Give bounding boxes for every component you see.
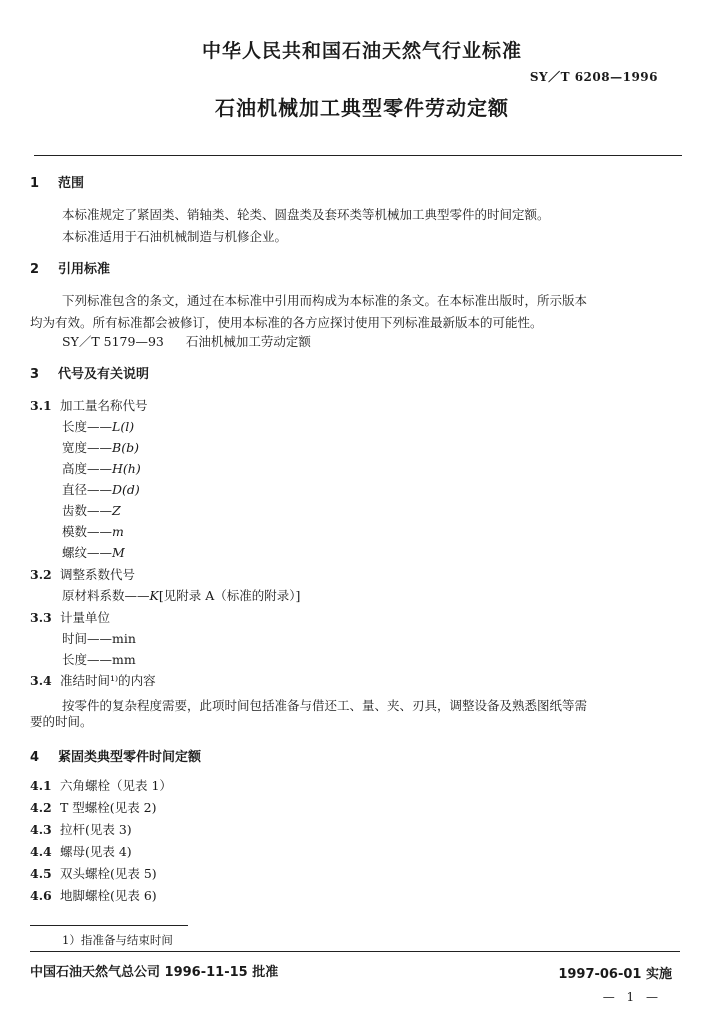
code-symbol: D(d) <box>112 482 140 497</box>
code-label: 模数—— <box>62 524 113 539</box>
code-symbol: H(h) <box>112 461 141 476</box>
subsection-3-2-title: 调整系数代号 <box>60 567 136 582</box>
standard-org-heading: 中华人民共和国石油天然气行业标准 <box>201 40 522 62</box>
code-label: 直径—— <box>62 482 113 497</box>
subsection-3-4-heading <box>30 671 156 689</box>
item-number: 4.2 <box>30 800 52 815</box>
code-item <box>62 417 134 435</box>
standard-number: SY／T 6208—1996 <box>529 70 658 84</box>
referenced-standard <box>62 332 311 350</box>
section-1-heading <box>30 172 84 191</box>
subsection-3-1-heading <box>30 396 148 414</box>
subsection-3-4-para-line-1: 按零件的复杂程度需要，此项时间包括准备与借还工、量、夹、刃具，调整设备及熟悉图纸等需 <box>62 698 588 713</box>
list-item <box>30 776 172 794</box>
ref-standard-title: 石油机械加工劳动定额 <box>185 334 311 349</box>
section-2-heading <box>30 258 110 277</box>
coefficient-note: [见附录 A（标准的附录）] <box>158 588 301 603</box>
subsection-3-3-number: 3.3 <box>30 610 52 625</box>
item-text: 拉杆(见表 3) <box>60 822 132 837</box>
code-symbol: B(b) <box>112 440 139 455</box>
code-symbol: Z <box>112 503 121 518</box>
section-4-title: 紧固类典型零件时间定额 <box>58 750 202 765</box>
unit-time: 时间——min <box>62 631 136 646</box>
item-number: 4.6 <box>30 888 52 903</box>
subsection-3-4-number: 3.4 <box>30 673 52 688</box>
item-text: 螺母(见表 4) <box>60 844 132 859</box>
list-item <box>30 820 132 838</box>
section-2-para-line-1: 下列标准包含的条文，通过在本标准中引用而构成为本标准的条文。在本标准出版时，所示版本 <box>62 293 588 308</box>
section-4-heading <box>30 746 201 765</box>
code-item <box>62 438 139 456</box>
subsection-3-4-para-line-2: 要的时间。 <box>30 714 93 729</box>
subsection-3-2-number: 3.2 <box>30 567 52 582</box>
list-item <box>30 886 157 904</box>
code-label: 宽度—— <box>62 440 113 455</box>
item-text: 地脚螺栓(见表 6) <box>60 888 157 903</box>
item-number: 4.5 <box>30 866 52 881</box>
code-item <box>62 501 121 519</box>
code-label: 高度—— <box>62 461 113 476</box>
section-3-heading <box>30 363 149 382</box>
code-symbol: M <box>112 545 125 560</box>
code-label: 长度—— <box>62 419 113 434</box>
ref-standard-number: SY／T 5179—93 <box>62 334 164 349</box>
subsection-3-1-title: 加工量名称代号 <box>60 398 148 413</box>
subsection-3-3-heading <box>30 608 110 626</box>
header-rule <box>34 155 682 156</box>
coefficient-label: 原材料系数—— <box>62 588 150 603</box>
subsection-3-3-title: 计量单位 <box>60 610 111 625</box>
code-label: 齿数—— <box>62 503 113 518</box>
item-text: 六角螺栓（见表 1） <box>60 778 172 793</box>
section-1-title: 范围 <box>58 176 85 191</box>
list-item <box>30 842 132 860</box>
page-number: — 1 — <box>602 990 662 1004</box>
footnote: 1）指准备与结束时间 <box>62 933 173 947</box>
section-3-title: 代号及有关说明 <box>58 367 150 382</box>
unit-length: 长度——mm <box>62 652 136 667</box>
document-title: 石油机械加工典型零件劳动定额 <box>215 96 509 120</box>
code-item <box>62 522 124 540</box>
approval-line: 中国石油天然气总公司 1996-11-15 批准 <box>30 965 279 980</box>
subsection-3-2-heading <box>30 565 135 583</box>
code-item <box>62 459 141 477</box>
item-text: 双头螺栓(见表 5) <box>60 866 157 881</box>
coefficient-code: K <box>149 588 159 603</box>
section-2-para-line-2: 均为有效。所有标准都会被修订，使用本标准的各方应探讨使用下列标准最新版本的可能性。 <box>30 315 543 330</box>
footnote-rule <box>30 925 188 926</box>
list-item <box>30 798 157 816</box>
section-1-para-1: 本标准规定了紧固类、销轴类、轮类、圆盘类及套环类等机械加工典型零件的时间定额。 <box>62 207 550 222</box>
section-2-title: 引用标准 <box>58 262 111 277</box>
effective-date: 1997-06-01 实施 <box>558 967 672 982</box>
item-number: 4.1 <box>30 778 52 793</box>
code-symbol: m <box>112 524 124 539</box>
item-number: 4.4 <box>30 844 52 859</box>
footer-rule <box>30 951 680 952</box>
section-4-number: 4 <box>30 750 40 765</box>
code-item <box>62 543 125 561</box>
subsection-3-4-title: 准结时间¹⁾的内容 <box>60 673 156 688</box>
section-1-para-2: 本标准适用于石油机械制造与机修企业。 <box>62 229 288 244</box>
code-label: 螺纹—— <box>62 545 113 560</box>
section-1-number: 1 <box>30 176 40 191</box>
subsection-3-1-number: 3.1 <box>30 398 52 413</box>
adjustment-coefficient-line <box>62 586 300 604</box>
code-symbol: L(l) <box>112 419 135 434</box>
code-item <box>62 480 140 498</box>
section-3-number: 3 <box>30 367 40 382</box>
section-2-number: 2 <box>30 262 40 277</box>
list-item <box>30 864 157 882</box>
item-number: 4.3 <box>30 822 52 837</box>
item-text: T 型螺栓(见表 2) <box>60 800 157 815</box>
